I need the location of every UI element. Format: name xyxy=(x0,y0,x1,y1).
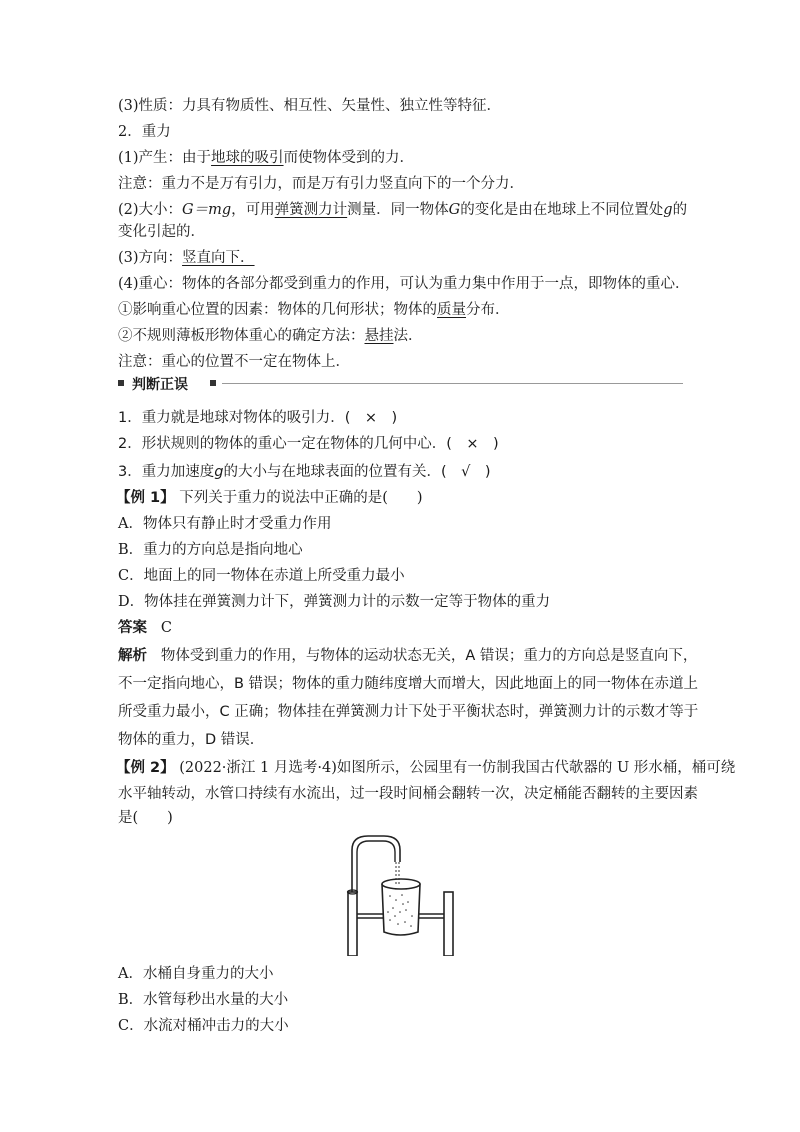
judge-item-2: 2．形状规则的物体的重心一定在物体的几何中心．( × ) xyxy=(118,436,499,452)
section-header-judgement xyxy=(118,374,683,394)
analysis-label: 解析 xyxy=(118,648,147,664)
example-1-question: 【例 1】 下列关于重力的说法中正确的是( ) xyxy=(116,490,423,506)
gravity-magnitude-line: (2)大小：G＝mg，可用弹簧测力计测量．同一物体G的变化是由在地球上不同位置处g的 xyxy=(118,202,688,218)
section-divider xyxy=(222,383,683,384)
blank-earth-attraction: 地球的吸引 xyxy=(211,150,284,166)
example-2-question-2: 水平轴转动，水管口持续有水流出，过一段时间桶会翻转一次，决定桶能否翻转的主要因素 xyxy=(118,786,698,802)
property-line: (3)性质：力具有物质性、相互性、矢量性、独立性等特征． xyxy=(118,98,502,114)
cog-factors-line: ①影响重心位置的因素：物体的几何形状；物体的质量分布． xyxy=(118,302,510,318)
judge-item-1: 1．重力就是地球对物体的吸引力．( × ) xyxy=(118,410,398,426)
right-post xyxy=(444,892,453,956)
section-marker-icon xyxy=(210,380,216,386)
u-shaped-bucket-figure xyxy=(338,832,462,956)
answer-value: C xyxy=(160,620,172,636)
example-2-option-c: C．水流对桶冲击力的大小 xyxy=(118,1018,289,1034)
left-post xyxy=(348,892,357,956)
blank-suspension: 悬挂 xyxy=(364,328,394,344)
cog-method-line: ②不规则薄板形物体重心的确定方法：悬挂法． xyxy=(118,328,423,344)
judge-item-3: 3．重力加速度g的大小与在地球表面的位置有关．( √ ) xyxy=(118,464,491,480)
note-line: 注意：重力不是万有引力，而是万有引力竖直向下的一个分力． xyxy=(118,176,524,192)
formula-g-mg: G＝mg xyxy=(182,202,232,218)
blank-mass: 质量 xyxy=(437,302,466,318)
section-marker-icon xyxy=(118,380,124,386)
gravity-magnitude-line-2: 变化引起的． xyxy=(118,224,205,240)
option-c: C．地面上的同一物体在赤道上所受重力最小 xyxy=(118,568,405,584)
example-tag: 【例 2】 xyxy=(116,760,175,776)
analysis-line-4: 物体的重力，D 错误． xyxy=(118,732,265,748)
example-tag: 【例 1】 xyxy=(116,490,175,506)
gravity-direction-line: (3)方向：竖直向下． xyxy=(118,250,255,266)
answer-line xyxy=(118,618,172,638)
option-b: B．重力的方向总是指向地心 xyxy=(118,542,303,558)
example-2-option-b: B．水管每秒出水量的大小 xyxy=(118,992,289,1008)
cog-note-line: 注意：重心的位置不一定在物体上． xyxy=(118,354,350,370)
example-2-question-1: 【例 2】 (2022·浙江 1 月选考·4)如图所示，公园里有一仿制我国古代欹器的 U 形水桶，桶可绕 xyxy=(116,760,736,776)
answer-label: 答案 xyxy=(118,620,147,636)
gravity-origin-line: (1)产生：由于地球的吸引而使物体受到的力． xyxy=(118,150,415,166)
analysis-line-2: 不一定指向地心，B 错误；物体的重力随纬度增大而增大，因此地面上的同一物体在赤道上 xyxy=(118,676,699,692)
gravity-heading: 2．重力 xyxy=(118,124,171,140)
center-of-gravity-line: (4)重心：物体的各部分都受到重力的作用，可认为重力集中作用于一点，即物体的重心． xyxy=(118,276,690,292)
section-title: 判断正误 xyxy=(132,377,188,393)
bucket-body xyxy=(382,884,420,935)
option-a: A．物体只有静止时才受重力作用 xyxy=(118,516,332,532)
option-d: D．物体挂在弹簧测力计下，弹簧测力计的示数一定等于物体的重力 xyxy=(118,594,551,610)
blank-spring-scale: 弹簧测力计 xyxy=(274,202,348,218)
example-2-option-a: A．水桶自身重力的大小 xyxy=(118,966,274,982)
analysis-line-3: 所受重力最小，C 正确；物体挂在弹簧测力计下处于平衡状态时，弹簧测力计的示数才等于 xyxy=(118,704,699,720)
analysis-line-1: 解析 物体受到重力的作用，与物体的运动状态无关，A 错误；重力的方向总是竖直向下， xyxy=(118,648,698,664)
example-2-question-3: 是( ) xyxy=(118,810,173,826)
blank-vertical-down: 竖直向下． xyxy=(182,250,255,266)
